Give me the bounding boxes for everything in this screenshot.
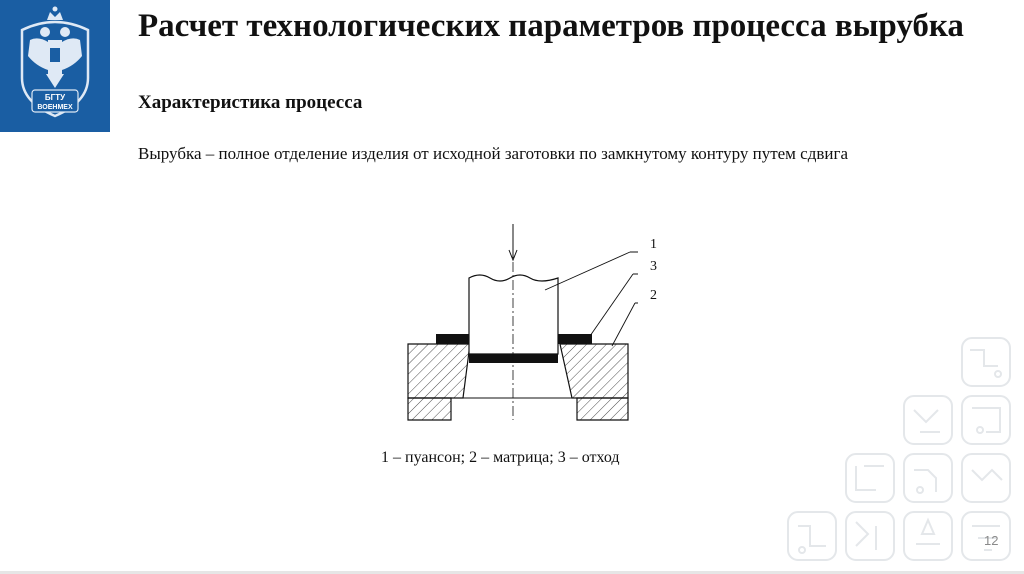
page-number: 12 xyxy=(984,533,999,548)
waste-strip-left xyxy=(436,334,469,344)
callout-1: 1 xyxy=(650,237,657,252)
eagle-emblem-icon xyxy=(0,0,110,132)
blanking-drawing xyxy=(398,222,638,432)
blanked-part xyxy=(469,354,558,363)
die-right-part xyxy=(560,344,628,398)
callout-3: 3 xyxy=(650,259,657,274)
page-title: Расчет технологических параметров процесса вырубка xyxy=(138,8,964,44)
die-left-part xyxy=(408,344,470,398)
figure-caption: 1 – пуансон; 2 – матрица; 3 – отход xyxy=(381,449,620,466)
waste-strip-right xyxy=(558,334,592,344)
svg-text:ВОЕНМЕХ: ВОЕНМЕХ xyxy=(37,104,73,111)
definition-text: Вырубка – полное отделение изделия от исходной заготовки по замкнутому контуру путем сдвига xyxy=(138,144,849,163)
callout-labels xyxy=(644,232,668,312)
section-subtitle: Характеристика процесса xyxy=(138,92,363,113)
die-left-lower xyxy=(408,398,451,420)
callout-2: 2 xyxy=(650,288,657,303)
blanking-diagram xyxy=(398,222,638,437)
punch xyxy=(469,275,558,354)
die-right-lower xyxy=(577,398,628,420)
university-logo xyxy=(0,0,110,132)
svg-text:БГТУ: БГТУ xyxy=(44,93,66,102)
